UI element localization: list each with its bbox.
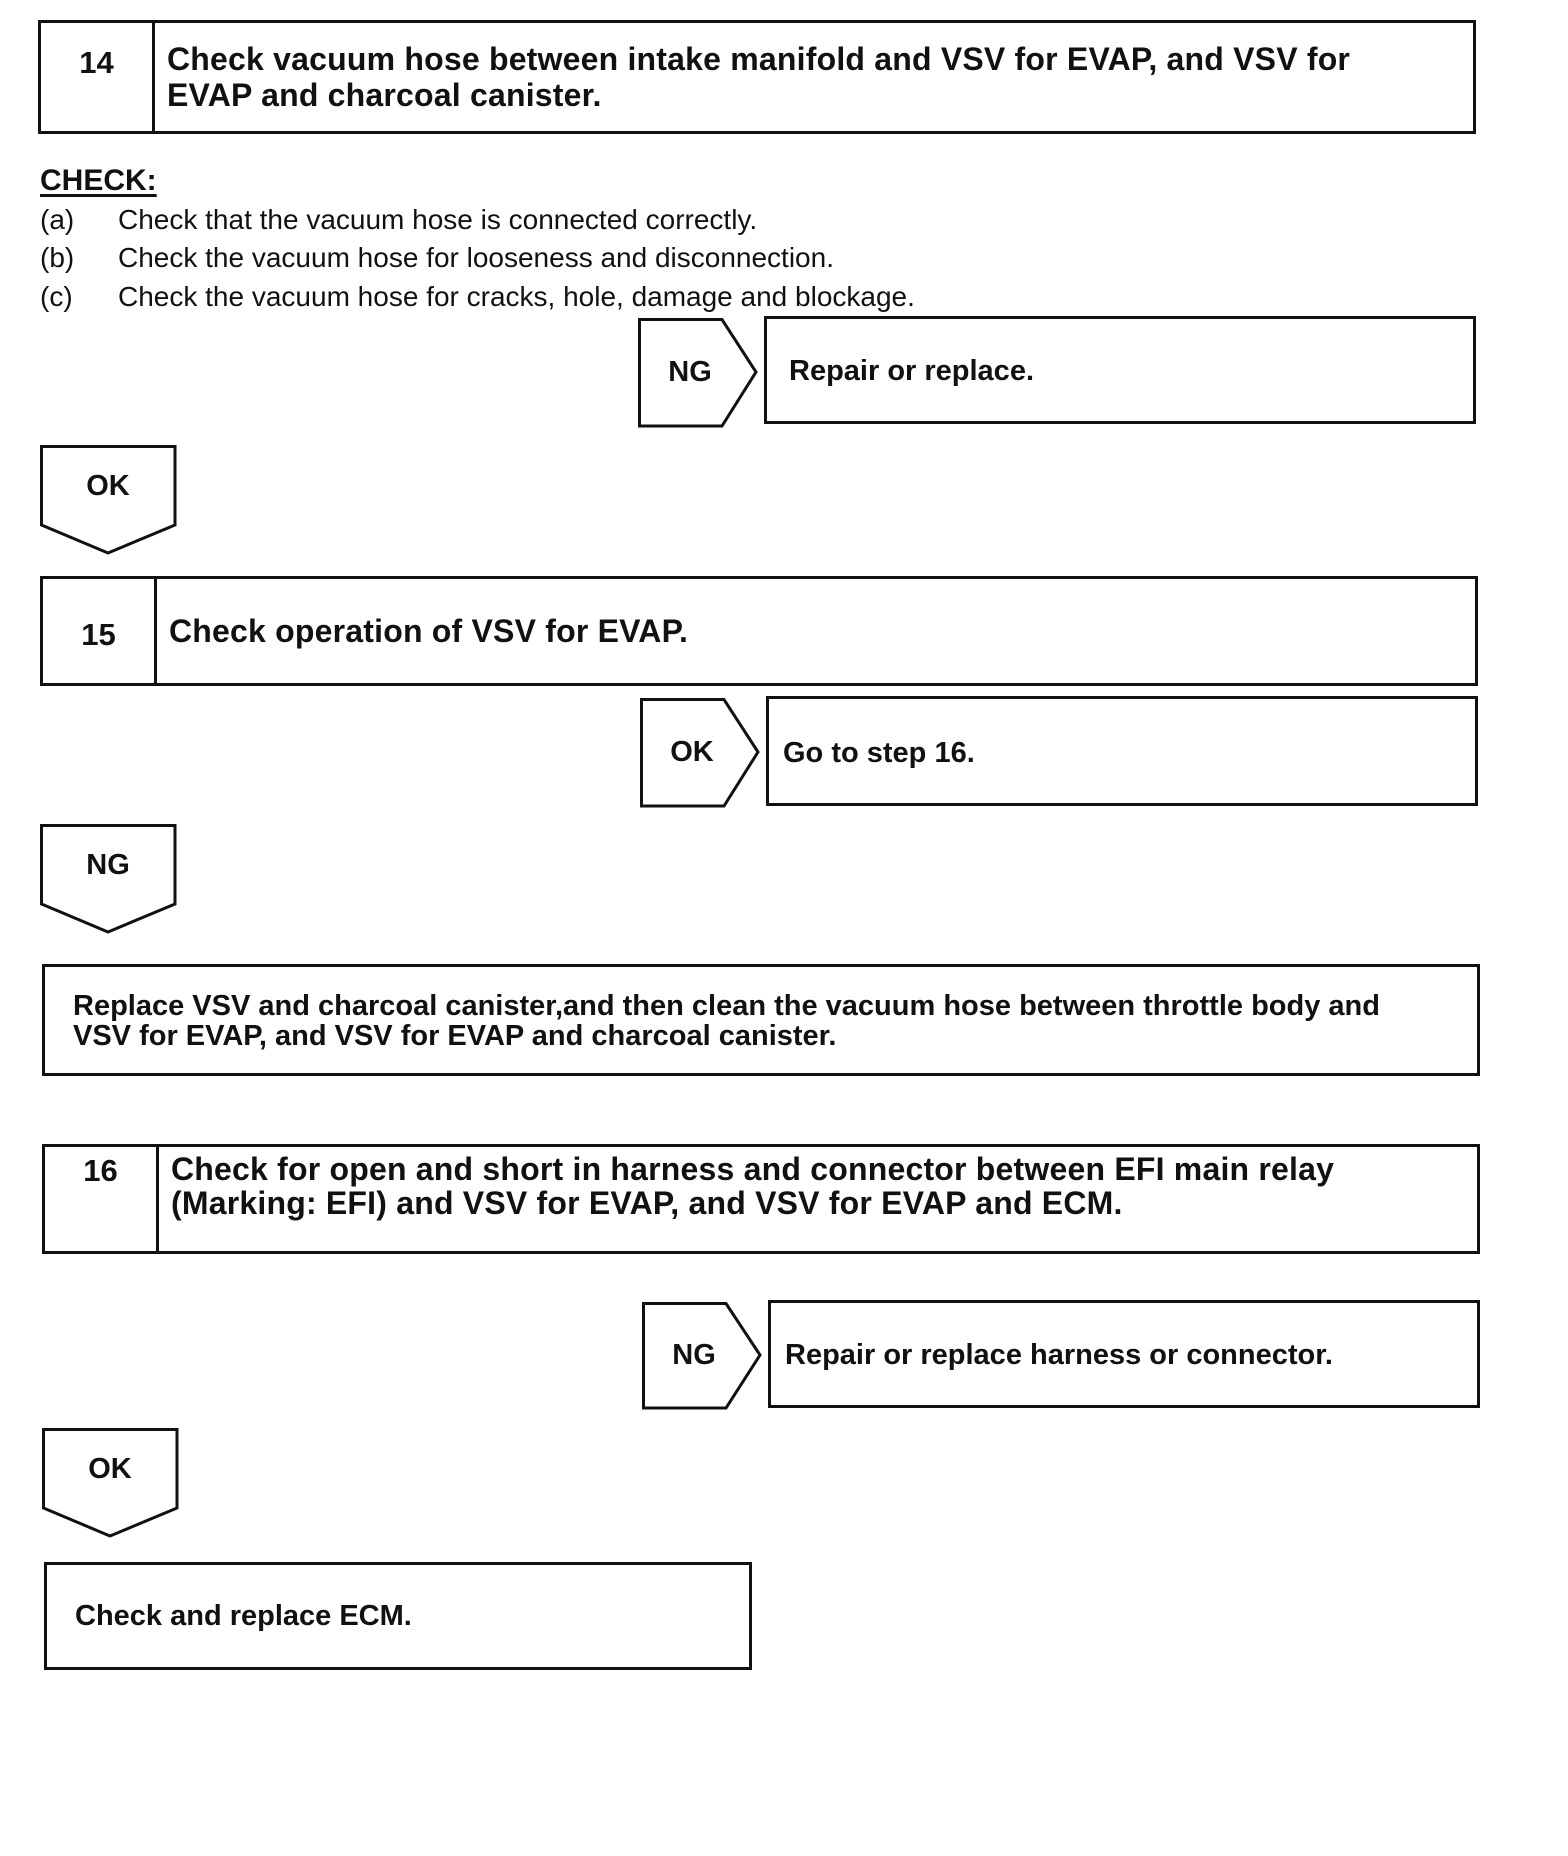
final-action-box bbox=[44, 1562, 752, 1670]
step-15-action-line1: Replace VSV and charcoal canister,and then clean the vacuum hose between throttle body and bbox=[73, 990, 1380, 1022]
step-14-ok-label: OK bbox=[86, 470, 130, 502]
step-14-title-line1: Check vacuum hose between intake manifold and VSV for EVAP, and VSV for bbox=[167, 41, 1351, 77]
step-16-box bbox=[42, 1144, 1480, 1254]
step-16-ok-label: OK bbox=[88, 1453, 132, 1485]
check-heading: CHECK: bbox=[40, 164, 157, 197]
check-item-letter: (c) bbox=[40, 281, 73, 312]
step-15-action-line2: VSV for EVAP, and VSV for EVAP and charcoal canister. bbox=[73, 1020, 837, 1052]
step-14-number: 14 bbox=[41, 23, 155, 131]
step-16-title-line2: (Marking: EFI) and VSV for EVAP, and VSV for EVAP and ECM. bbox=[171, 1185, 1123, 1221]
step-16-ng-result: Repair or replace harness or connector. bbox=[785, 1339, 1333, 1371]
step-16-ng-result-box bbox=[768, 1300, 1480, 1408]
step-14-ng-result: Repair or replace. bbox=[789, 355, 1034, 387]
step-15-ok-label: OK bbox=[670, 736, 714, 768]
step-14-box bbox=[38, 20, 1476, 134]
step-16-title-line1: Check for open and short in harness and connector between EFI main relay bbox=[171, 1151, 1335, 1187]
final-action-text: Check and replace ECM. bbox=[75, 1600, 412, 1632]
check-item-text: Check that the vacuum hose is connected correctly. bbox=[118, 204, 758, 235]
step-15-ok-result: Go to step 16. bbox=[783, 737, 975, 769]
step-14-title-line2: EVAP and charcoal canister. bbox=[167, 77, 602, 113]
check-item-letter: (b) bbox=[40, 242, 75, 273]
step-14-ng-label: NG bbox=[668, 356, 712, 388]
step-15-title: Check operation of VSV for EVAP. bbox=[169, 613, 689, 649]
step-16-number: 16 bbox=[45, 1147, 159, 1251]
step-14-ng-result-box bbox=[764, 316, 1476, 424]
step-15-number: 15 bbox=[43, 579, 157, 683]
check-item-text: Check the vacuum hose for looseness and disconnection. bbox=[118, 242, 834, 273]
step-15-action-box bbox=[42, 964, 1480, 1076]
step-15-box bbox=[40, 576, 1478, 686]
check-item-text: Check the vacuum hose for cracks, hole, damage and blockage. bbox=[118, 281, 915, 312]
step-16-ng-label: NG bbox=[672, 1339, 716, 1371]
step-15-ok-result-box bbox=[766, 696, 1478, 806]
step-15-ng-label: NG bbox=[86, 849, 130, 881]
check-item-letter: (a) bbox=[40, 204, 75, 235]
